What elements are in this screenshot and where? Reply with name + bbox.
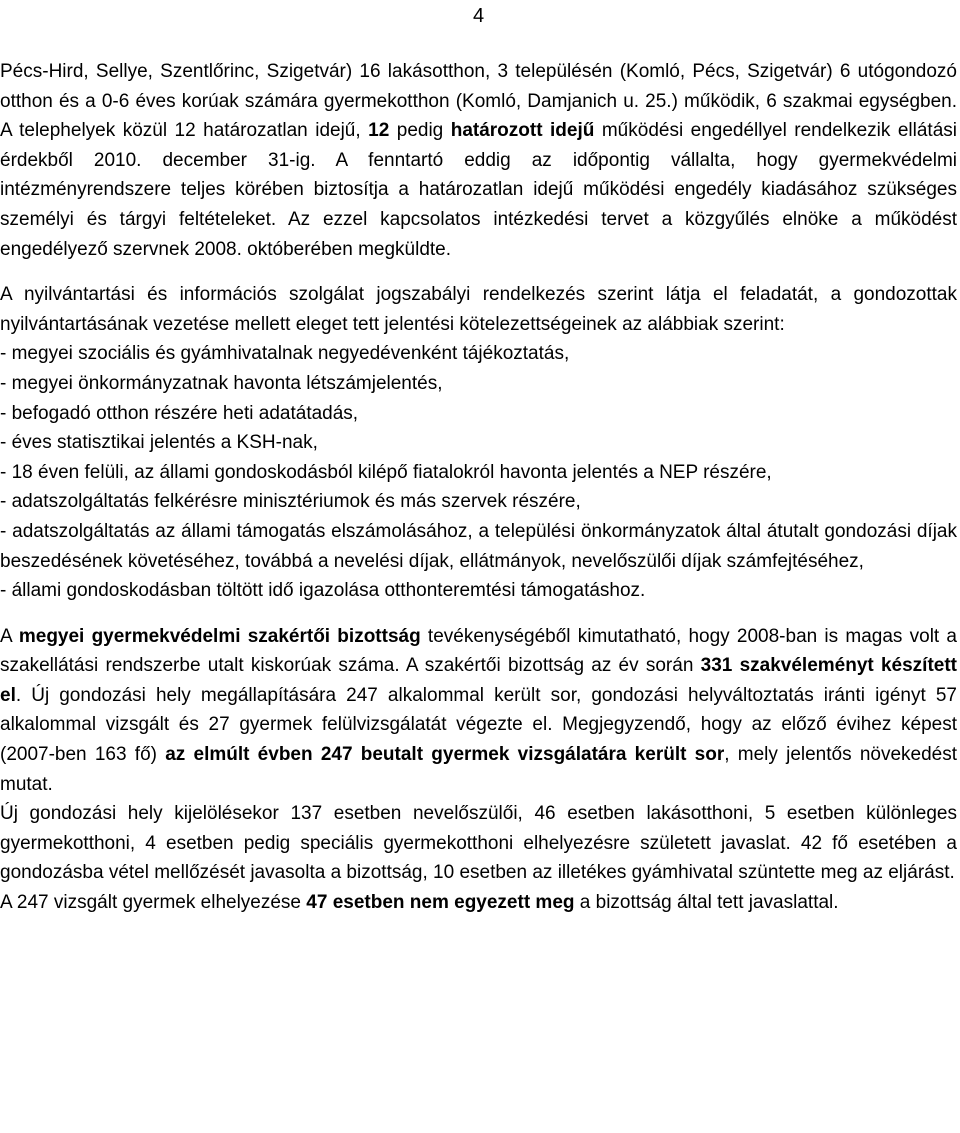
paragraph-institutions xyxy=(0,57,957,264)
text-run: . Új gondozási hely megállapítására 247 alkalommal került sor, gondozási helyváltoztatás iránti igényt 57 alkalommal vizsgált és 27 gyermek felülvizsgálatát végezte el. Megjegyzendő, hogy az előző évihez képest (2007-ben 163 fő) xyxy=(0,684,957,766)
list-item: - állami gondoskodásban töltött idő igazolása otthonteremtési támogatáshoz. xyxy=(0,580,646,602)
paragraph-mismatch xyxy=(0,888,957,918)
text-run: A xyxy=(0,625,19,647)
page-number: 4 xyxy=(473,5,485,27)
text-run: A 247 vizsgált gyermek elhelyezése xyxy=(0,892,307,914)
paragraph-expert-committee xyxy=(0,622,957,918)
text-run: a bizottság által tett javaslattal. xyxy=(574,892,839,914)
list-item: - adatszolgáltatás felkérésre minisztériumok és más szervek részére, xyxy=(0,491,581,513)
list-item: - éves statisztikai jelentés a KSH-nak, xyxy=(0,432,318,454)
bold-run: határozott idejű xyxy=(450,120,595,142)
list-item: - 18 éven felüli, az állami gondoskodásból kilépő fiatalokról havonta jelentés a NEP részére, xyxy=(0,461,772,483)
document-body xyxy=(0,57,957,918)
reporting-obligations-list xyxy=(0,339,957,605)
text-run: tevékenységéből kimutatható, hogy 2008-ban is magas volt a szakellátási rendszerbe utalt kiskorúak száma. A szakértői bizottság az év során xyxy=(0,625,957,677)
paragraph-intro: A nyilvántartási és információs szolgálat jogszabályi rendelkezés szerint látja el feladatát, a gondozottak nyilvántartásának vezetése mellett eleget tett jelentési kötelezettségeinek az alábbiak szerint: xyxy=(0,284,957,335)
paragraph-placements: Új gondozási hely kijelölésekor 137 esetben nevelőszülői, 46 esetben lakásotthoni, 5 esetben különleges gyermekotthoni, 4 esetben pedig speciális gyermekotthoni elhelyezésre született javaslat. 42 fő esetében a gondozásba vétel mellőzését javasolta a bizottság, 10 esetben az illetékes gyámhivatal szüntette meg az eljárást. xyxy=(0,803,957,884)
list-item: - megyei szociális és gyámhivatalnak negyedévenként tájékoztatás, xyxy=(0,343,570,365)
text-run: pedig xyxy=(389,120,451,142)
list-item: - befogadó otthon részére heti adatátadás, xyxy=(0,402,359,424)
bold-run: az elmúlt évben 247 beutalt gyermek vizsgálatára került sor xyxy=(165,744,725,766)
bold-run: 47 esetben nem egyezett meg xyxy=(306,892,575,914)
bold-run: 12 xyxy=(368,120,390,142)
list-item: - megyei önkormányzatnak havonta létszámjelentés, xyxy=(0,372,443,394)
text-run: , mely jelentős növekedést mutat. xyxy=(0,744,957,795)
bold-run: 331 szakvéleményt készített el xyxy=(0,655,957,706)
text-run: Pécs-Hird, Sellye, Szentlőrinc, Szigetvár) 16 lakásotthon, 3 településén (Komló, Pécs, Szigetvár) 6 utógondozó otthon és a 0-6 éves korúak számára gyermekotthon (Komló, Damjanich u. 25.) működik, 6 szakmai egységben. A telephelyek közül 12 határozatlan idejű, xyxy=(0,61,957,142)
bold-run: megyei gyermekvédelmi szakértői bizottság xyxy=(18,625,421,647)
paragraph-registry-service xyxy=(0,280,957,606)
list-item: - adatszolgáltatás az állami támogatás elszámolásához, a települési önkormányzatok által átutalt gondozási díjak beszedésének követéséhez, továbbá a nevelési díjak, ellátmányok, nevelőszülői díjak számfejtéséhez, xyxy=(0,520,957,572)
paragraph-committee-activity xyxy=(0,622,957,800)
text-run: működési engedéllyel rendelkezik ellátási érdekből 2010. december 31-ig. A fenntartó eddig az időpontig vállalta, hogy gyermekvédelmi intézményrendszere teljes körében biztosítja a határozatlan idejű működési engedély kiadásához szükséges személyi és tárgyi feltételeket. Az ezzel kapcsolatos intézkedési tervet a közgyűlés elnöke a működést engedélyező szervnek 2008. októberében megküldte. xyxy=(0,120,957,260)
